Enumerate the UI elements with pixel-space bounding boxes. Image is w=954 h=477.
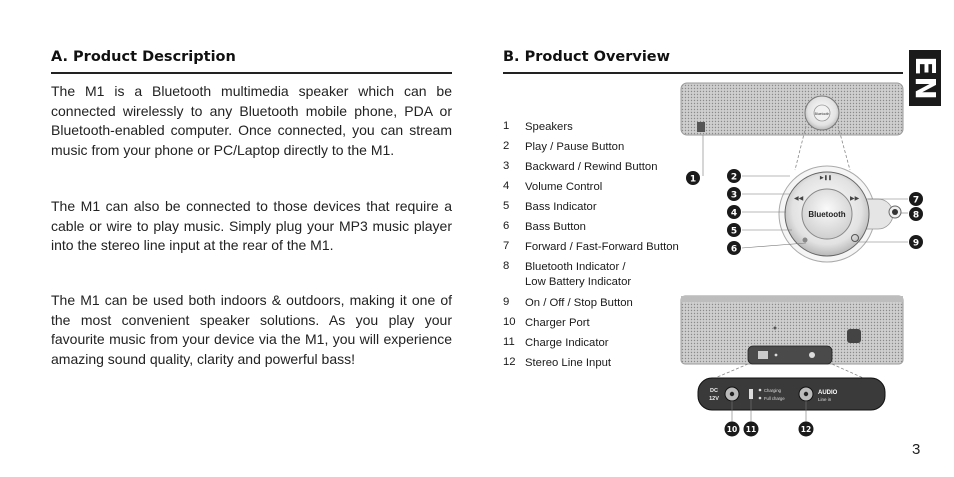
list-item: 9 On / Off / Stop Button — [503, 296, 633, 309]
charge-indicator-icon — [749, 389, 753, 399]
dc-label: DC — [710, 388, 718, 394]
full-charge-label: Full charge — [764, 396, 785, 401]
charging-label: Charging — [764, 388, 781, 393]
rewind-icon: ◀◀ — [794, 196, 804, 202]
small-dial-label: Bluetooth — [814, 112, 830, 116]
list-item: 6 Bass Button — [503, 220, 586, 233]
dial-label: Bluetooth — [808, 210, 846, 219]
list-item: 7 Forward / Fast-Forward Button — [503, 240, 679, 253]
page-number: 3 — [912, 441, 921, 458]
list-item: 12 Stereo Line Input — [503, 356, 612, 369]
callout-8: 8 — [912, 210, 920, 221]
language-tab-label: EN — [908, 55, 942, 101]
callout-9: 9 — [912, 238, 920, 249]
audio-label: AUDIO — [818, 390, 838, 396]
line-in-label: Line in — [818, 397, 832, 402]
bass-indicator — [803, 238, 808, 243]
list-item: 4 Volume Control — [503, 180, 603, 193]
fast-forward-icon: ▶▶ — [850, 196, 860, 202]
bluetooth-indicator-icon — [892, 209, 898, 215]
section-title-overview: B. Product Overview — [503, 49, 671, 65]
paragraph-2: The M1 can also be connected to those devices that require a cable or wire to play music. Simply plug your MP3 music player into the stereo line input at the rear of the M1. — [51, 198, 452, 253]
list-item: 8 Bluetooth Indicator / Low Battery Indicator — [503, 260, 632, 288]
rear-panel-zoom — [698, 378, 885, 410]
list-item: 2 Play / Pause Button — [503, 140, 625, 153]
callout-3: 3 — [730, 190, 738, 201]
callout-10: 10 — [726, 425, 738, 434]
play-pause-icon: ▶❚❚ — [819, 175, 833, 181]
speaker-rear-view — [681, 296, 903, 364]
callout-5: 5 — [730, 226, 738, 237]
dc-voltage-label: 12V — [709, 396, 719, 402]
callout-4: 4 — [730, 208, 738, 219]
callout-1: 1 — [689, 174, 697, 185]
list-item: 5 Bass Indicator — [503, 200, 597, 213]
section-title-description: A. Product Description — [51, 49, 236, 65]
speaker-top-view — [681, 83, 903, 135]
dial-zoom — [779, 166, 901, 262]
list-item: 10 Charger Port — [503, 316, 590, 329]
list-item: 3 Backward / Rewind Button — [503, 160, 658, 173]
callout-6: 6 — [730, 244, 738, 255]
callout-11: 11 — [745, 425, 757, 434]
paragraph-1: The M1 is a Bluetooth multimedia speaker which can be connected wirelessly to any Bluetooth mobile phone, PDA or Bluetooth-enabled computer. Once connected, you can stream music from your phone or PC/Laptop directly to the M1. — [51, 83, 452, 158]
callout-2: 2 — [730, 172, 738, 183]
callout-7: 7 — [912, 195, 920, 206]
callout-12: 12 — [800, 425, 812, 434]
list-item: 11 Charge Indicator — [503, 336, 609, 349]
paragraph-3: The M1 can be used both indoors & outdoors, making it one of the most convenient speaker solutions. As you play your favourite music from your device via the M1, you will experience amazing sound quality, clarity and powerful bass! — [51, 292, 452, 367]
list-item: 1 Speakers — [503, 120, 573, 133]
